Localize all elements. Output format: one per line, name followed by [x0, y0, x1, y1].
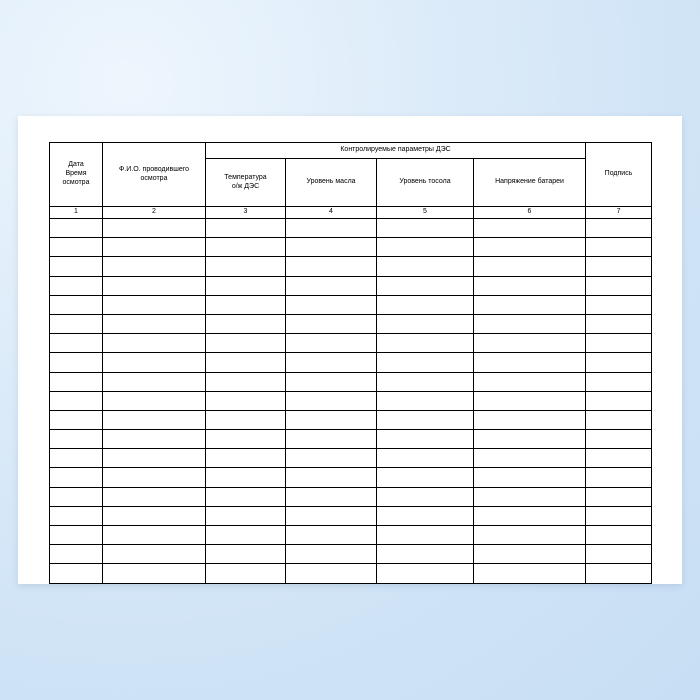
table-cell[interactable]	[474, 506, 586, 525]
table-cell[interactable]	[286, 564, 377, 583]
table-cell[interactable]	[474, 449, 586, 468]
table-cell[interactable]	[474, 353, 586, 372]
table-cell[interactable]	[50, 391, 103, 410]
table-cell[interactable]	[206, 334, 286, 353]
table-cell[interactable]	[586, 295, 652, 314]
header-cell-oil-level: Уровень масла	[286, 159, 377, 207]
table-cell[interactable]	[586, 391, 652, 410]
table-row[interactable]	[50, 449, 652, 468]
table-cell[interactable]	[50, 314, 103, 333]
table-cell[interactable]	[474, 276, 586, 295]
table-cell[interactable]	[474, 257, 586, 276]
table-cell[interactable]	[103, 526, 206, 545]
table-cell[interactable]	[206, 257, 286, 276]
table-cell[interactable]	[286, 449, 377, 468]
table-cell[interactable]	[586, 219, 652, 238]
table-row[interactable]	[50, 526, 652, 545]
header-cell-coolant-temperature	[206, 159, 286, 207]
table-cell[interactable]	[103, 449, 206, 468]
table-cell[interactable]	[50, 545, 103, 564]
table-cell[interactable]	[474, 564, 586, 583]
table-cell[interactable]	[286, 430, 377, 449]
table-cell[interactable]	[206, 219, 286, 238]
table-cell[interactable]	[586, 468, 652, 487]
table-row[interactable]	[50, 314, 652, 333]
table-cell[interactable]	[206, 295, 286, 314]
table-cell[interactable]	[50, 564, 103, 583]
table-row[interactable]	[50, 410, 652, 429]
table-cell[interactable]	[206, 391, 286, 410]
header-line-temperature: Температура	[224, 173, 267, 181]
table-cell[interactable]	[103, 314, 206, 333]
table-cell[interactable]	[286, 372, 377, 391]
table-cell[interactable]	[286, 353, 377, 372]
table-cell[interactable]	[377, 276, 474, 295]
column-number-1: 1	[50, 207, 103, 219]
header-cell-antifreeze-level: Уровень тосола	[377, 159, 474, 207]
table-cell[interactable]	[103, 564, 206, 583]
header-line-fio: Ф.И.О. проводившего	[118, 165, 190, 173]
table-cell[interactable]	[586, 257, 652, 276]
table-cell[interactable]	[474, 295, 586, 314]
table-cell[interactable]	[286, 257, 377, 276]
table-cell[interactable]	[377, 219, 474, 238]
table-body	[50, 219, 652, 584]
table-cell[interactable]	[377, 353, 474, 372]
table-cell[interactable]	[377, 295, 474, 314]
table-row[interactable]	[50, 219, 652, 238]
table-cell[interactable]	[50, 487, 103, 506]
table-cell[interactable]	[377, 564, 474, 583]
table-cell[interactable]	[377, 468, 474, 487]
table-cell[interactable]	[586, 410, 652, 429]
inspection-journal-table	[49, 142, 652, 584]
table-cell[interactable]	[103, 257, 206, 276]
table-cell[interactable]	[206, 449, 286, 468]
table-cell[interactable]	[474, 391, 586, 410]
table-cell[interactable]	[50, 353, 103, 372]
table-cell[interactable]	[206, 314, 286, 333]
table-cell[interactable]	[50, 257, 103, 276]
table-cell[interactable]	[206, 487, 286, 506]
table-cell[interactable]	[586, 506, 652, 525]
table-cell[interactable]	[50, 334, 103, 353]
table-cell[interactable]	[103, 468, 206, 487]
table-cell[interactable]	[103, 506, 206, 525]
table-cell[interactable]	[206, 545, 286, 564]
table-cell[interactable]	[474, 238, 586, 257]
table-cell[interactable]	[474, 334, 586, 353]
table-cell[interactable]	[474, 430, 586, 449]
table-cell[interactable]	[103, 276, 206, 295]
column-number-6: 6	[474, 207, 586, 219]
table-cell[interactable]	[206, 564, 286, 583]
table-row[interactable]	[50, 372, 652, 391]
table-cell[interactable]	[206, 468, 286, 487]
table-cell[interactable]	[377, 487, 474, 506]
header-cell-battery-voltage: Напряжение батареи	[474, 159, 586, 207]
table-cell[interactable]	[377, 372, 474, 391]
table-cell[interactable]	[206, 506, 286, 525]
header-line-time: Время	[65, 170, 87, 178]
table-cell[interactable]	[474, 526, 586, 545]
table-cell[interactable]	[286, 526, 377, 545]
table-cell[interactable]	[286, 391, 377, 410]
header-line-inspection: осмотра	[62, 178, 90, 186]
table-cell[interactable]	[586, 353, 652, 372]
table-cell[interactable]	[103, 430, 206, 449]
table-cell[interactable]	[286, 276, 377, 295]
table-cell[interactable]	[286, 334, 377, 353]
table-cell[interactable]	[586, 526, 652, 545]
table-cell[interactable]	[377, 238, 474, 257]
table-cell[interactable]	[103, 410, 206, 429]
header-cell-date-time	[50, 143, 103, 207]
table-cell[interactable]	[586, 487, 652, 506]
table-row[interactable]	[50, 295, 652, 314]
column-number-4: 4	[286, 207, 377, 219]
table-row[interactable]	[50, 391, 652, 410]
table-cell[interactable]	[50, 468, 103, 487]
table-cell[interactable]	[377, 334, 474, 353]
table-row[interactable]	[50, 487, 652, 506]
table-cell[interactable]	[103, 372, 206, 391]
table-cell[interactable]	[103, 295, 206, 314]
table-cell[interactable]	[286, 468, 377, 487]
table-cell[interactable]	[474, 545, 586, 564]
table-cell[interactable]	[50, 238, 103, 257]
table-cell[interactable]	[103, 334, 206, 353]
table-cell[interactable]	[474, 219, 586, 238]
table-row[interactable]	[50, 564, 652, 583]
header-line-date: Дата	[68, 161, 84, 169]
table-cell[interactable]	[586, 545, 652, 564]
table-header-group-row	[50, 143, 652, 159]
table-cell[interactable]	[206, 372, 286, 391]
table-cell[interactable]	[586, 564, 652, 583]
table-row[interactable]	[50, 545, 652, 564]
table-row[interactable]	[50, 238, 652, 257]
table-row[interactable]	[50, 276, 652, 295]
header-line-osmotr: осмотра	[140, 174, 168, 182]
table-cell[interactable]	[286, 545, 377, 564]
table-cell[interactable]	[474, 314, 586, 333]
table-cell[interactable]	[103, 238, 206, 257]
table-cell[interactable]	[377, 526, 474, 545]
table-cell[interactable]	[286, 238, 377, 257]
table-cell[interactable]	[377, 506, 474, 525]
table-cell[interactable]	[50, 449, 103, 468]
table-cell[interactable]	[50, 276, 103, 295]
table-cell[interactable]	[474, 372, 586, 391]
table-row[interactable]	[50, 353, 652, 372]
table-cell[interactable]	[586, 334, 652, 353]
header-cell-inspector-name	[103, 143, 206, 207]
column-number-7: 7	[586, 207, 652, 219]
table-cell[interactable]	[286, 314, 377, 333]
table-cell[interactable]	[474, 410, 586, 429]
table-cell[interactable]	[586, 276, 652, 295]
header-cell-monitored-parameters: Контролируемые параметры ДЭС	[206, 143, 586, 159]
table-cell[interactable]	[50, 372, 103, 391]
column-number-2: 2	[103, 207, 206, 219]
table-cell[interactable]	[586, 449, 652, 468]
table-cell[interactable]	[50, 295, 103, 314]
table-cell[interactable]	[50, 410, 103, 429]
table-cell[interactable]	[103, 353, 206, 372]
table-cell[interactable]	[377, 391, 474, 410]
table-row[interactable]	[50, 468, 652, 487]
header-line-coolant-des: о/ж ДЭС	[231, 182, 260, 190]
table-cell[interactable]	[377, 449, 474, 468]
table-cell[interactable]	[286, 506, 377, 525]
table-cell[interactable]	[103, 391, 206, 410]
table-cell[interactable]	[377, 257, 474, 276]
paper-sheet	[18, 116, 682, 584]
table-cell[interactable]	[103, 219, 206, 238]
table-cell[interactable]	[286, 410, 377, 429]
table-cell[interactable]	[206, 430, 286, 449]
table-cell[interactable]	[377, 545, 474, 564]
table-cell[interactable]	[586, 430, 652, 449]
table-row[interactable]	[50, 430, 652, 449]
table-row[interactable]	[50, 334, 652, 353]
table-cell[interactable]	[377, 314, 474, 333]
table-cell[interactable]	[286, 219, 377, 238]
column-number-5: 5	[377, 207, 474, 219]
table-cell[interactable]	[50, 506, 103, 525]
table-cell[interactable]	[103, 545, 206, 564]
table-row[interactable]	[50, 506, 652, 525]
table-cell[interactable]	[286, 295, 377, 314]
table-cell[interactable]	[206, 353, 286, 372]
table-cell[interactable]	[474, 468, 586, 487]
table-cell[interactable]	[586, 238, 652, 257]
table-cell[interactable]	[206, 276, 286, 295]
column-number-row	[50, 207, 652, 219]
table-cell[interactable]	[50, 430, 103, 449]
table-cell[interactable]	[377, 430, 474, 449]
table-cell[interactable]	[286, 487, 377, 506]
table-row[interactable]	[50, 257, 652, 276]
header-cell-signature: Подпись	[586, 143, 652, 207]
table-cell[interactable]	[586, 314, 652, 333]
table-cell[interactable]	[206, 526, 286, 545]
table-cell[interactable]	[474, 487, 586, 506]
table-cell[interactable]	[206, 238, 286, 257]
table-cell[interactable]	[586, 372, 652, 391]
journal-table-container	[49, 142, 651, 584]
table-cell[interactable]	[50, 526, 103, 545]
table-cell[interactable]	[103, 487, 206, 506]
table-cell[interactable]	[206, 410, 286, 429]
column-number-3: 3	[206, 207, 286, 219]
table-cell[interactable]	[50, 219, 103, 238]
table-cell[interactable]	[377, 410, 474, 429]
